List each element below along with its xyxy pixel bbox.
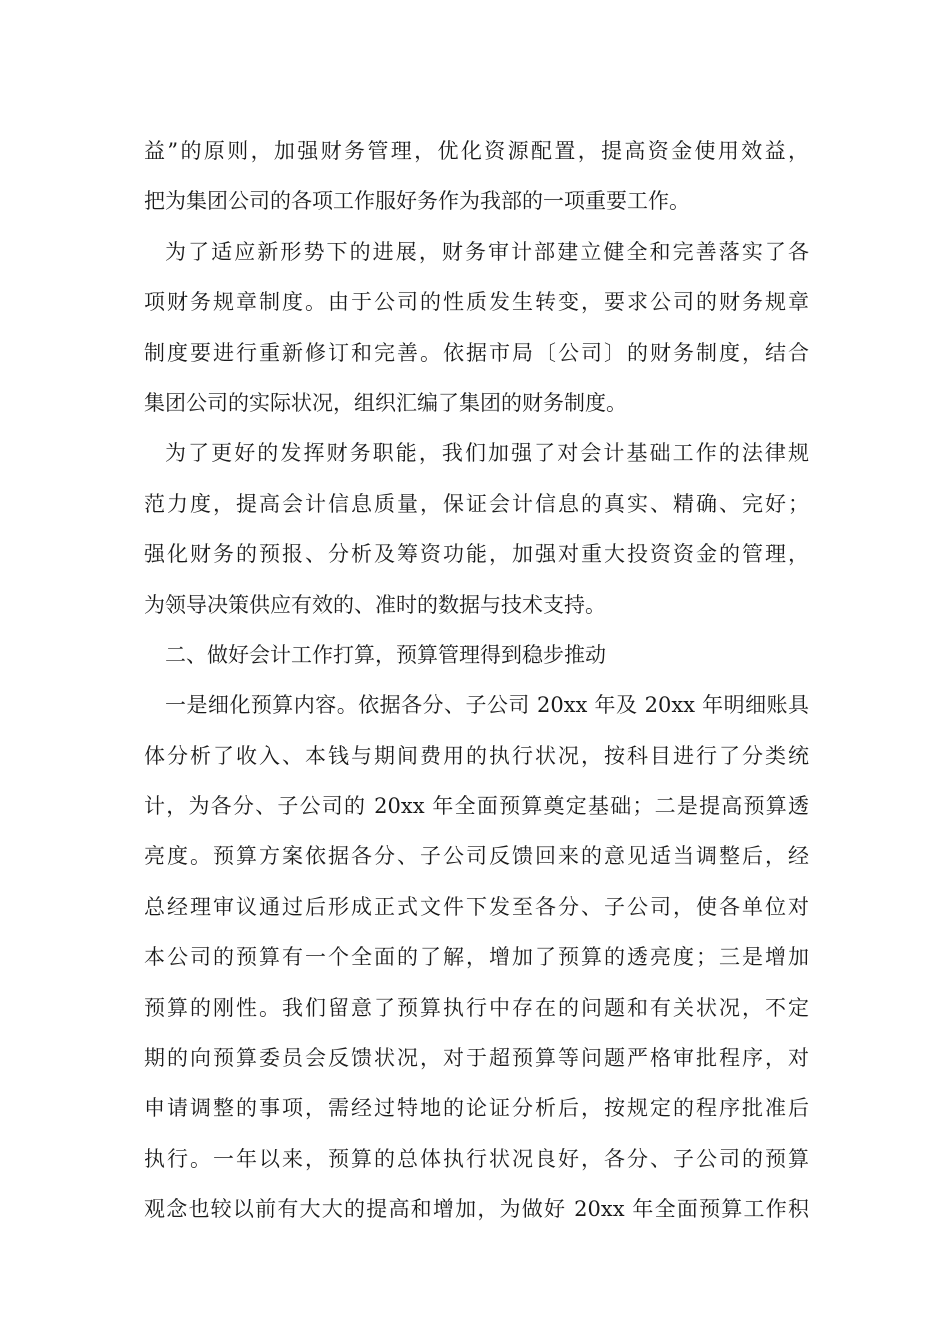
text-line: 预算的刚性。我们留意了预算执行中存在的问题和有关状况，不定 xyxy=(144,995,809,1020)
text-line: 本公司的预算有一个全面的了解，增加了预算的透亮度；三是增加 xyxy=(144,945,809,970)
document-body xyxy=(144,126,809,1235)
text-line: 观念也较以前有大大的提高和增加，为做好 20xx 年全面预算工作积 xyxy=(144,1197,809,1222)
text-line: 一是细化预算内容。依据各分、子公司 20xx 年及 20xx 年明细账具 xyxy=(165,693,809,718)
text-line: 强化财务的预报、分析及筹资功能，加强对重大投资资金的管理， xyxy=(144,542,809,567)
text-line: 把为集团公司的各项工作服好务作为我部的一项重要工作。 xyxy=(144,189,690,214)
text-line: 总经理审议通过后形成正式文件下发至各分、子公司，使各单位对 xyxy=(144,894,809,919)
text-line: 制度要进行重新修订和完善。依据市局〔公司〕的财务制度，结合 xyxy=(144,340,809,365)
text-line: 计，为各分、子公司的 20xx 年全面预算奠定基础；二是提高预算透 xyxy=(144,794,809,819)
text-line: 执行。一年以来，预算的总体执行状况良好，各分、子公司的预算 xyxy=(144,1146,809,1171)
text-line: 期的向预算委员会反馈状况，对于超预算等问题严格审批程序，对 xyxy=(144,1046,809,1071)
text-line: 亮度。预算方案依据各分、子公司反馈回来的意见适当调整后，经 xyxy=(144,844,809,869)
text-line: 集团公司的实际状况，组织汇编了集团的财务制度。 xyxy=(144,390,627,415)
text-line: 为领导决策供应有效的、准时的数据与技术支持。 xyxy=(144,592,606,617)
text-line: 项财务规章制度。由于公司的性质发生转变，要求公司的财务规章 xyxy=(144,290,809,315)
text-line: 申请调整的事项，需经过特地的论证分析后，按规定的程序批准后 xyxy=(144,1096,809,1121)
text-line: 为了适应新形势下的进展，财务审计部建立健全和完善落实了各 xyxy=(165,239,809,264)
text-line: 范力度，提高会计信息质量，保证会计信息的真实、精确、完好； xyxy=(144,491,809,516)
text-line: 二、做好会计工作打算，预算管理得到稳步推动 xyxy=(165,642,606,667)
text-line: 益”的原则，加强财务管理，优化资源配置，提高资金使用效益， xyxy=(144,139,809,163)
text-line: 为了更好的发挥财务职能，我们加强了对会计基础工作的法律规 xyxy=(165,441,809,466)
text-line: 体分析了收入、本钱与期间费用的执行状况，按科目进行了分类统 xyxy=(144,743,809,768)
